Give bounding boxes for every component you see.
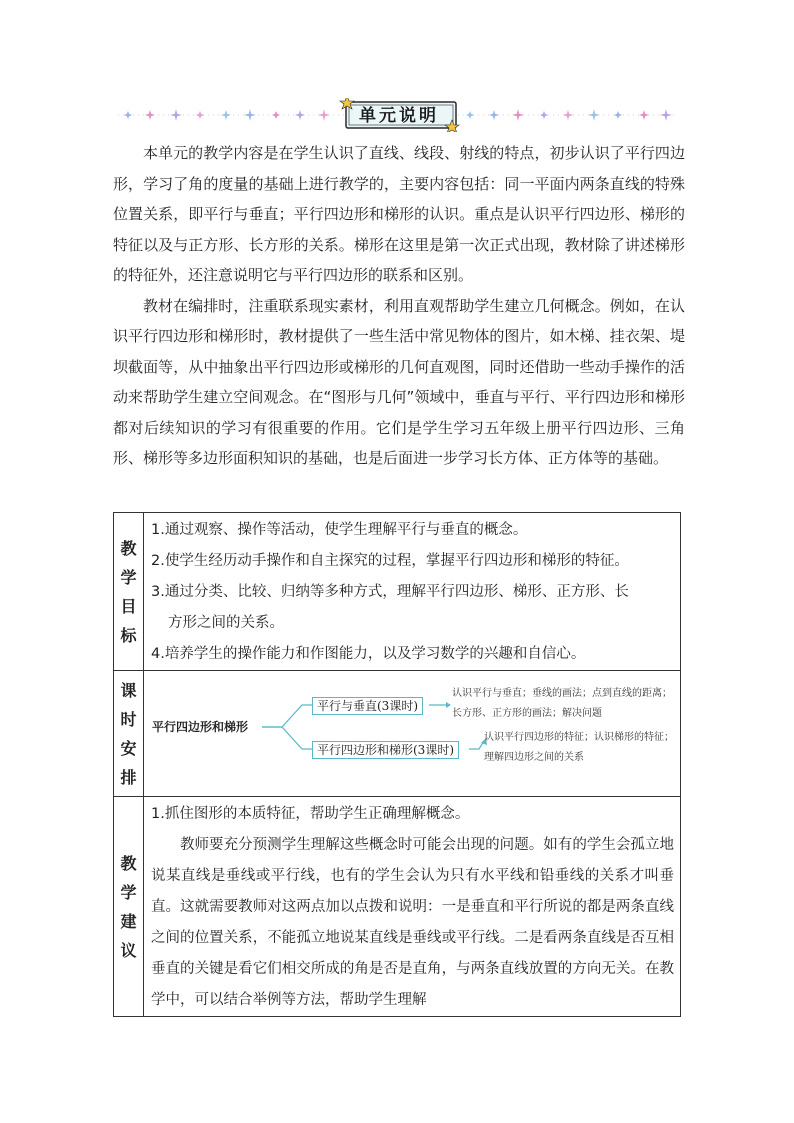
goals-content bbox=[144, 513, 681, 671]
suggestion-item-1: 1.抓住图形的本质特征，帮助学生正确理解概念。 bbox=[151, 806, 470, 822]
sparkle-icon bbox=[318, 109, 330, 121]
goal-item-2: 2.使学生经历动手操作和自主探究的过程，掌握平行四边形和梯形的特征。 bbox=[151, 553, 629, 569]
branch-2-note-1: 认识平行四边形的特征；认识梯形的特征； bbox=[484, 732, 674, 743]
page-title: 单元说明 bbox=[359, 106, 439, 126]
header-char: 排 bbox=[120, 767, 137, 787]
intro-paragraph-2: 教材在编排时，注重联系现实素材，利用直观帮助学生建立几何概念。例如，在认识平行四边形和梯形时，教材提供了一些生活中常见物体的图片，如木梯、挂衣架、堤坝截面等，从中抽象出平行四边形或梯形的几何直观图，同时还借助一些动手操作的活动来帮助学生建立空间观念。在“图形与几何”领域中，垂直与平行、平行四边形和梯形都对后续知识的学习有很重要的作用。它们是学生学习五年级上册平行四边形、三角形、梯形等多边形面积知识的基础，也是后面进一步学习长方体、正方体等的基础。 bbox=[113, 296, 685, 467]
sparkle-icon bbox=[170, 109, 182, 121]
header-char: 议 bbox=[120, 940, 137, 960]
intro-text bbox=[113, 138, 685, 474]
branch-box-1: 平行与垂直(3课时) bbox=[312, 697, 423, 715]
table-row-suggestions bbox=[114, 797, 681, 1017]
branch-2-note-2: 理解四边形之间的关系 bbox=[484, 752, 584, 763]
schedule-content bbox=[144, 671, 681, 797]
sparkle-icon bbox=[563, 110, 573, 120]
goal-item-3-cont: 方形之间的关系。 bbox=[168, 615, 284, 631]
suggestion-paragraph: 教师要充分预测学生理解这些概念时可能会出现的问题。如有的学生会孤立地说某直线是垂线或平行线，也有的学生会认为只有水平线和铅垂线的关系才叫垂直。这就需要教师对这两点加以点拨和说明：一是垂直和平行所说的都是两条直线之间的位置关系，不能孤立地说某直线是垂线或平行线。二是看两条直线是否互相垂直的关键是看它们相交所成的角是否是直角，与两条直线放置的方向无关。在教学中，可以结合举例等方法，帮助学生理解 bbox=[151, 837, 674, 1008]
schedule-diagram bbox=[144, 671, 674, 791]
unit-plan-table bbox=[113, 512, 681, 1017]
sparkle-icon bbox=[124, 111, 132, 119]
header-char: 学 bbox=[120, 882, 137, 902]
sparkle-icon bbox=[221, 110, 231, 120]
goal-item-3: 3.通过分类、比较、归纳等多种方式，理解平行四边形、梯形、正方形、长 bbox=[151, 584, 629, 600]
branch-1-note-1: 认识平行与垂直；垂线的画法；点到直线的距离； bbox=[452, 688, 672, 699]
goals-header bbox=[114, 513, 144, 671]
header-char: 课 bbox=[120, 680, 137, 700]
sparkle-icon bbox=[196, 111, 204, 119]
sparkle-icon bbox=[272, 111, 280, 119]
header-char: 时 bbox=[120, 709, 137, 729]
sparkle-icon bbox=[614, 111, 622, 119]
header-char: 目 bbox=[120, 596, 137, 616]
sparkle-icon bbox=[295, 110, 305, 120]
sparkle-icon bbox=[660, 109, 672, 121]
sparkle-icon bbox=[639, 110, 649, 120]
sparkle-icon bbox=[540, 111, 548, 119]
diagram-root: 平行四边形和梯形 bbox=[152, 720, 249, 734]
suggestions-content bbox=[144, 797, 681, 1017]
sparkle-icon bbox=[512, 109, 524, 121]
suggestions-header bbox=[114, 797, 144, 1017]
header-char: 学 bbox=[120, 567, 137, 587]
branch-1-note-2: 长方形、正方形的画法；解决问题 bbox=[452, 708, 602, 719]
sparkle-icon bbox=[489, 110, 499, 120]
sparkle-icon bbox=[466, 111, 474, 119]
header-char: 安 bbox=[120, 738, 137, 758]
intro-paragraph-1: 本单元的教学内容是在学生认识了直线、线段、射线的特点，初步认识了平行四边形，学习了角的度量的基础上进行教学的，主要内容包括：同一平面内两条直线的特殊位置关系，即平行与垂直；平行四边形和梯形的认识。重点是认识平行四边形、梯形的特征以及与正方形、长方形的关系。梯形在这里是第一次正式出现，教材除了讲述梯形的特征外，还注意说明它与平行四边形的联系和区别。 bbox=[113, 144, 685, 284]
sparkle-icon bbox=[588, 109, 600, 121]
goal-item-1: 1.通过观察、操作等活动，使学生理解平行与垂直的概念。 bbox=[151, 522, 528, 538]
header-char: 教 bbox=[120, 538, 137, 558]
header-char: 建 bbox=[120, 911, 137, 931]
sparkle-icon bbox=[145, 110, 155, 120]
sparkle-icon bbox=[244, 109, 256, 121]
table-row-goals bbox=[114, 513, 681, 671]
header-char: 标 bbox=[120, 625, 137, 645]
table-row-schedule bbox=[114, 671, 681, 797]
goal-item-4: 4.培养学生的操作能力和作图能力，以及学习数学的兴趣和自信心。 bbox=[151, 646, 586, 662]
header-char: 教 bbox=[120, 853, 137, 873]
schedule-header bbox=[114, 671, 144, 797]
branch-box-2: 平行四边形和梯形(3课时) bbox=[312, 741, 459, 759]
